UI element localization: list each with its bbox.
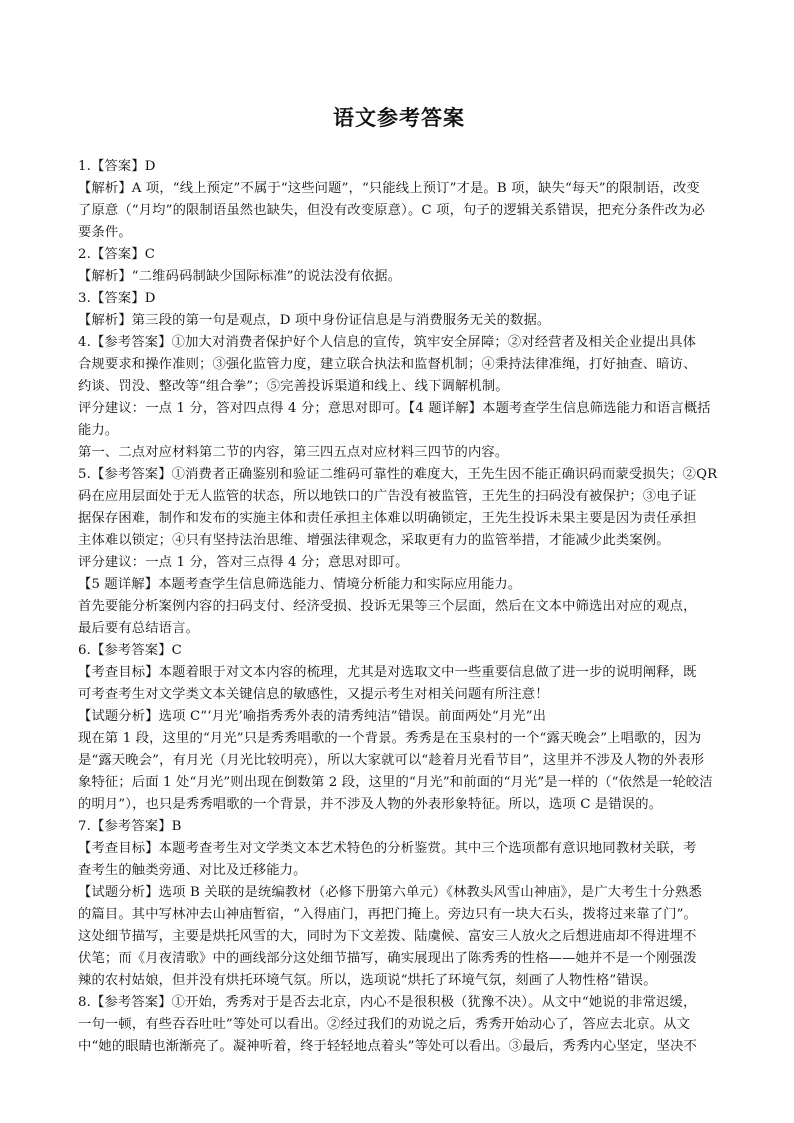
text-line: 辣的农村姑娘，但并没有烘托环境气氛。所以，选项说“烘托了环境气氛，刻画了人物性格”错误。	[78, 973, 657, 988]
text-line: 5.【参考答案】①消费者正确鉴别和验证二维码可靠性的难度大，王先生因不能正确识码而蒙受损失；②QR	[78, 467, 718, 482]
text-line: 这处细节描写，主要是烘托风雪的大，同时为下文差拨、陆虞候、富安三人放火之后想进庙却不得进埋不	[78, 929, 697, 944]
text-line: 【试题分析】选项 C“‘月光’喻指秀秀外表的清秀纯洁”错误。前面两处“月光”出	[78, 709, 547, 724]
page-title: 语文参考答案	[333, 105, 465, 130]
text-line: 【解析】“二维码码制缺少国际标准”的说法没有依据。	[78, 269, 402, 284]
text-line: 首先要能分析案例内容的扫码支付、经济受损、投诉无果等三个层面，然后在文本中筛选出对应的观点，	[78, 599, 697, 614]
text-line: 【考查目标】本题着眼于对文本内容的梳理，尤其是对选取文中一些重要信息做了进一步的说明阐释，既	[78, 665, 697, 680]
text-line: 主体难以锁定；④只有坚持法治思维、增强法律观念，采取更有力的监管举措，才能减少此类案例。	[78, 533, 670, 548]
answer-body	[78, 156, 720, 1058]
text-line: 第一、二点对应材料第二节的内容，第三四五点对应材料三四节的内容。	[78, 445, 509, 460]
text-line: 的明月”），也只是秀秀唱歌的一个背景，并不涉及人物的外表形象特征。所以，选项 C 是错误的。	[78, 797, 663, 812]
text-line: 3.【答案】D	[78, 291, 156, 306]
text-line: 是“露天晚会”，有月光（月光比较明亮），所以大家就可以“趁着月光看节目”，这里并不涉及人物的外表形	[78, 753, 705, 768]
text-line: 【解析】A 项，“线上预定”不属于“这些问题”，“只能线上预订”才是。B 项，缺失“每天”的限制语，改变	[78, 181, 700, 196]
text-line: 合规要求和操作准则；③强化监管力度，建立联合执法和监督机制；④秉持法律准绳，打好抽查、暗访、	[78, 357, 697, 372]
text-line: 6.【参考答案】C	[78, 643, 182, 658]
text-line: 1.【答案】D	[78, 159, 156, 174]
text-line: 的篇目。其中写林冲去山神庙暂宿，“入得庙门，再把门掩上。旁边只有一块大石头，拨将过来靠了门”。	[78, 907, 698, 922]
text-line: 约谈、罚没、整改等“组合拳”；⑤完善投诉渠道和线上、线下调解机制。	[78, 379, 509, 394]
text-line: 【考查目标】本题考查考生对文学类文本艺术特色的分析鉴赏。其中三个选项都有意识地同教材关联，考	[78, 841, 697, 856]
text-line: 【5 题详解】本题考查学生信息筛选能力、情境分析能力和实际应用能力。	[78, 577, 522, 592]
text-line: 8.【参考答案】①开始，秀秀对于是否去北京，内心不是很积极（犹豫不决）。从文中“她说的非常迟缓，	[78, 995, 697, 1010]
text-line: 伏笔；而《月夜清歌》中的画线部分这处细节描写，确实展现出了陈秀秀的性格——她并不是一个刚强泼	[78, 951, 697, 966]
text-line: 7.【参考答案】B	[78, 819, 182, 834]
text-line: 评分建议：一点 1 分，答对四点得 4 分；意思对即可。【4 题详解】本题考查学生信息筛选能力和语言概括	[78, 401, 711, 416]
text-line: 可考查考生对文学类文本关键信息的敏感性，又提示考生对相关问题有所注意！	[78, 687, 549, 702]
text-line: 中“她的眼睛也渐渐亮了。凝神听着，终于轻轻地点着头”等处可以看出。③最后，秀秀内心坚定，坚决不	[78, 1039, 698, 1054]
text-line: 最后要有总结语言。	[78, 621, 200, 636]
text-line: 评分建议：一点 1 分，答对三点得 4 分；意思对即可。	[78, 555, 409, 570]
text-line: 一句一顿，有些吞吞吐吐”等处可以看出。②经过我们的劝说之后，秀秀开始动心了，答应去北京。从文	[78, 1017, 691, 1032]
text-line: 查考生的触类旁通、对比及迁移能力。	[78, 863, 307, 878]
text-line: 【试题分析】选项 B 关联的是统编教材（必修下册第六单元）《林教头风雪山神庙》，是广大考生十分熟悉	[78, 885, 702, 900]
text-line: 象特征；后面 1 处“月光”则出现在倒数第 2 段，这里的“月光”和前面的“月光”是一样的（“依然是一轮皎洁	[78, 775, 713, 790]
text-line: 了原意（“月均”的限制语虽然也缺失，但没有改变原意）。C 项，句子的逻辑关系错误，把充分条件改为必	[78, 203, 706, 218]
text-line: 码在应用层面处于无人监管的状态，所以地铁口的广告没有被监管，王先生的扫码没有被保护；③电子证	[78, 489, 697, 504]
text-line: 能力。	[78, 423, 119, 438]
text-line: 据保存困难，制作和发布的实施主体和责任承担主体难以明确锁定，王先生投诉未果主要是因为责任承担	[78, 511, 697, 526]
text-line: 要条件。	[78, 225, 132, 240]
text-line: 4.【参考答案】①加大对消费者保护好个人信息的宣传，筑牢安全屏障；②对经营者及相关企业提出具体	[78, 335, 697, 350]
answer-document	[78, 104, 720, 1058]
text-line: 现在第 1 段，这里的“月光”只是秀秀唱歌的一个背景。秀秀是在玉泉村的一个“露天晚会”上唱歌的，因为	[78, 731, 702, 746]
text-line: 【解析】第三段的第一句是观点，D 项中身份证信息是与消费服务无关的数据。	[78, 313, 551, 328]
text-line: 2.【答案】C	[78, 247, 156, 262]
